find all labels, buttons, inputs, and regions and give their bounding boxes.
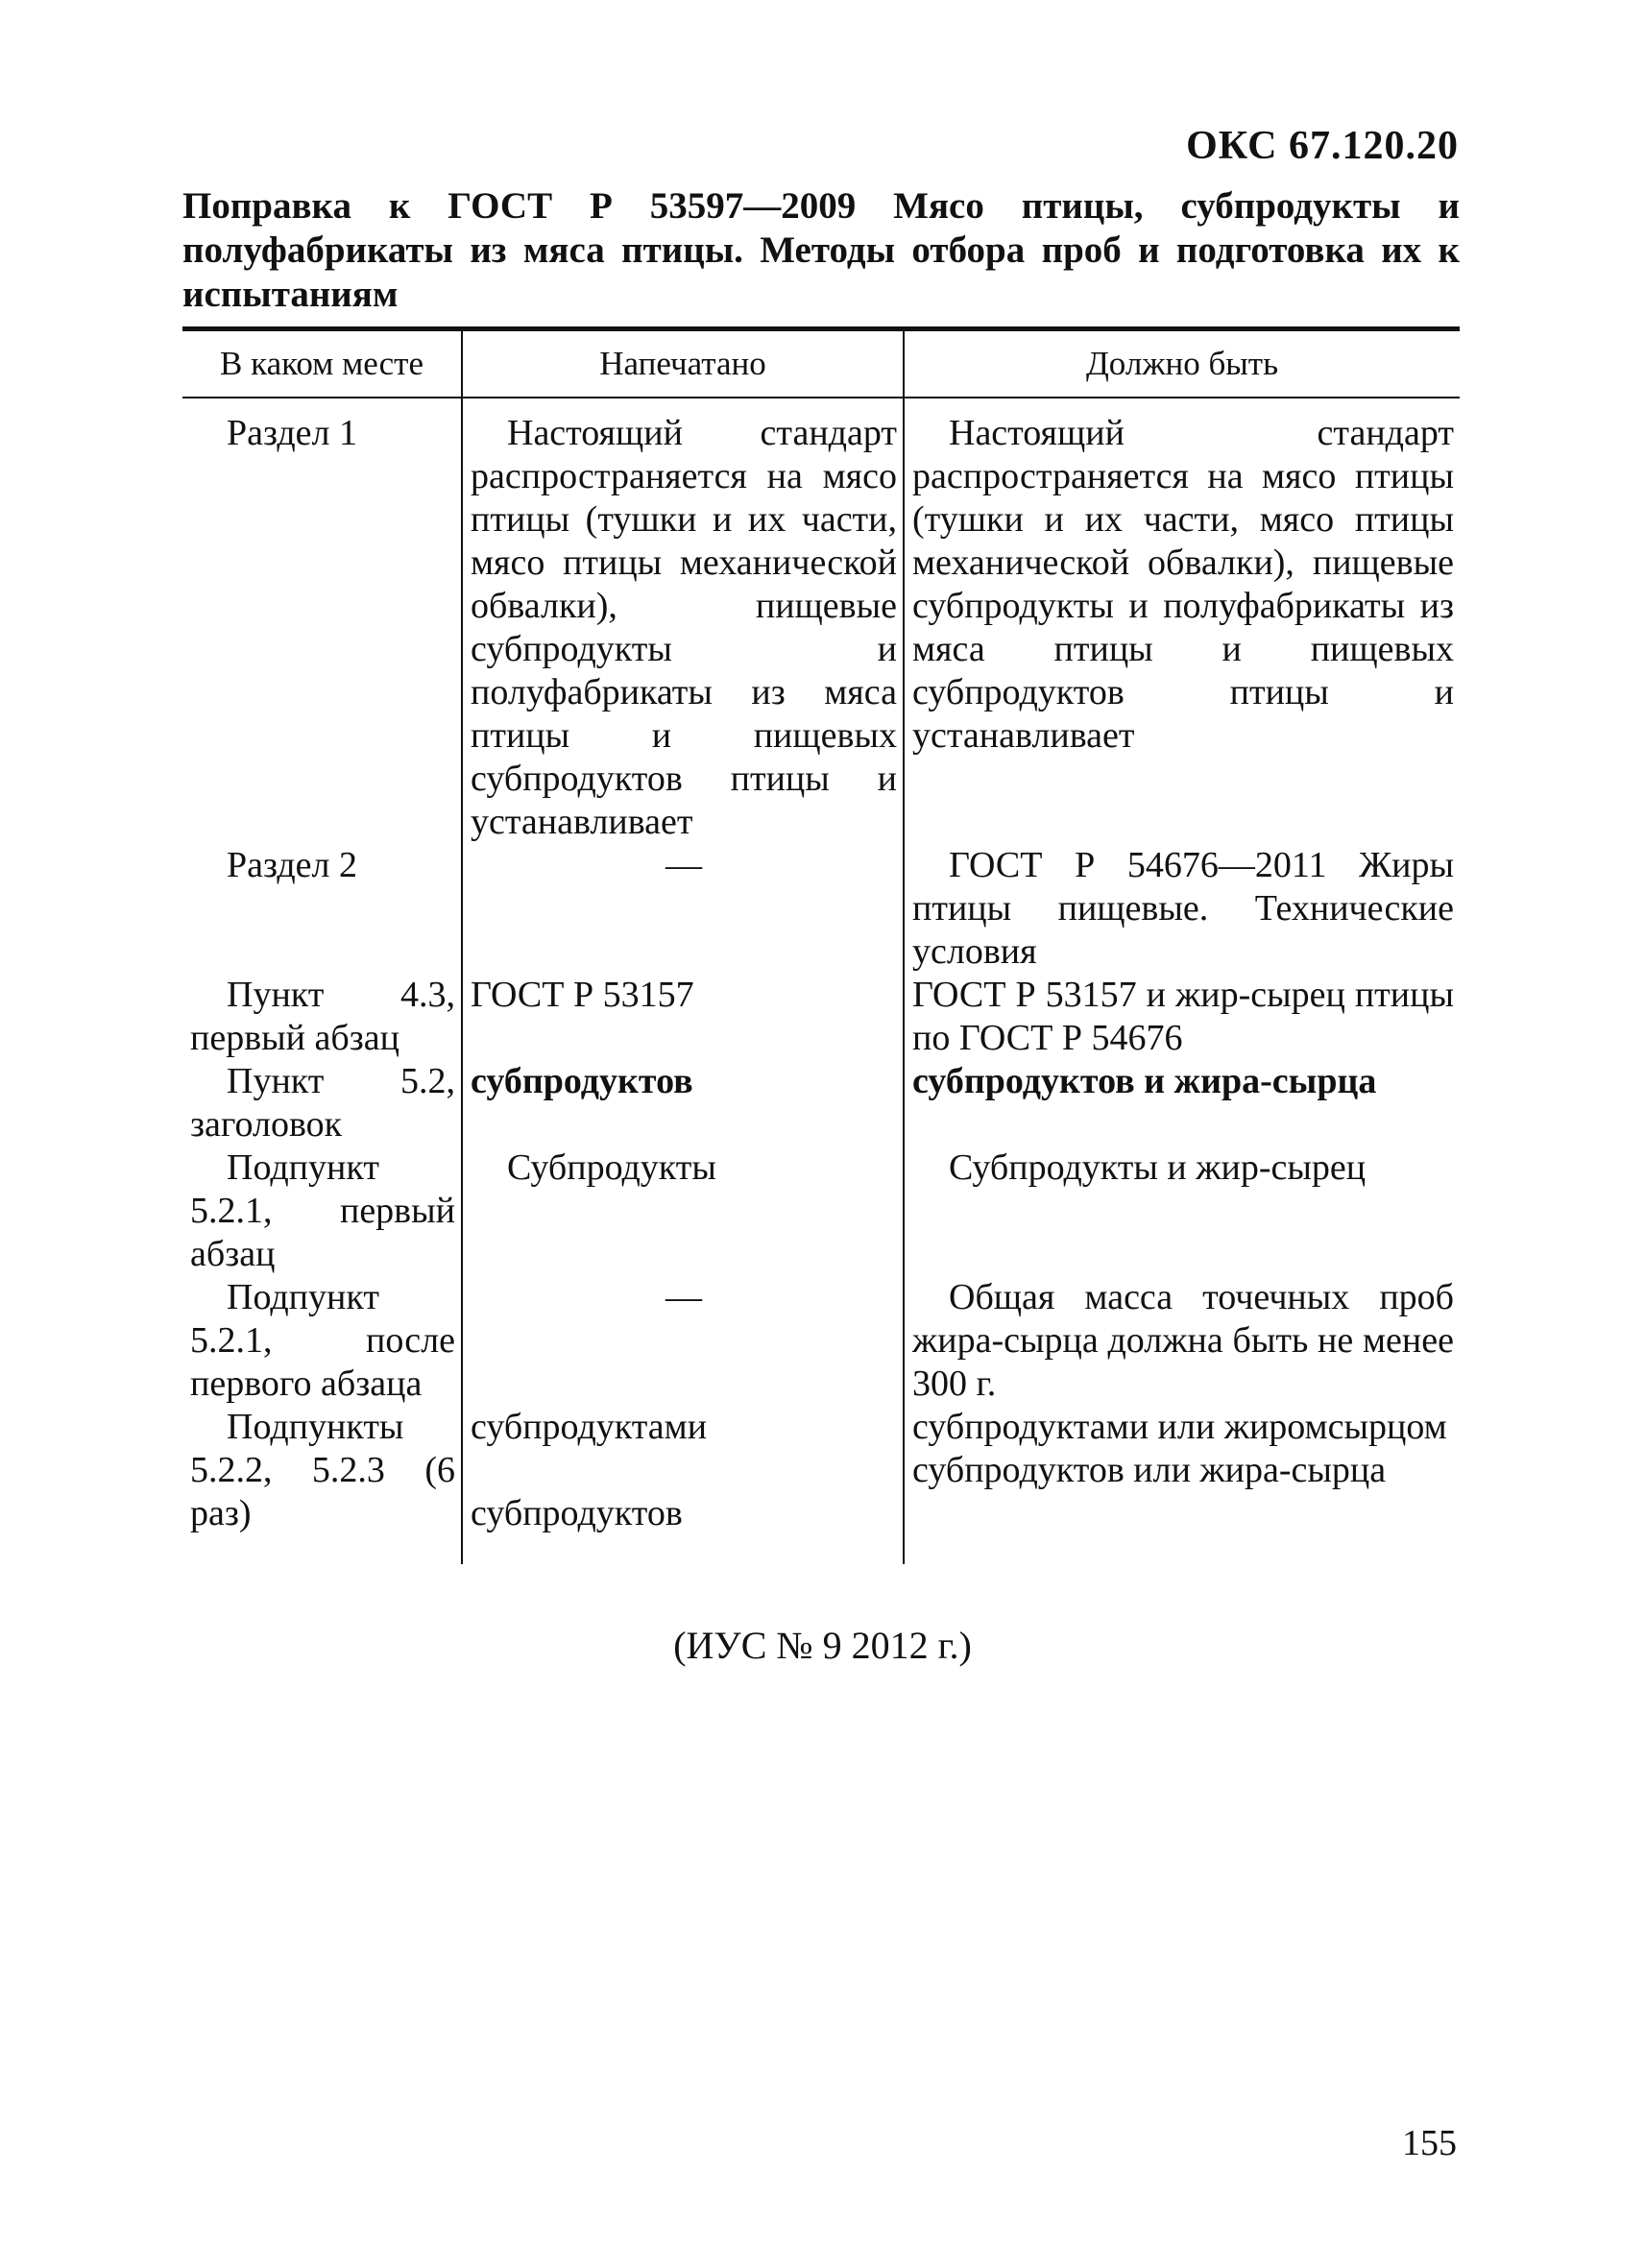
- should-be-text: ГОСТ Р 54676—2011 Жиры птицы пищевые. Технические условия: [912, 845, 1454, 972]
- cell-printed: [462, 974, 904, 1060]
- table-row: [182, 1276, 1460, 1406]
- header-should-be: Должно быть: [904, 329, 1460, 398]
- cell-where: [182, 1060, 462, 1146]
- cell-should-be: [904, 974, 1460, 1060]
- cell-where: [182, 1406, 462, 1564]
- cell-should-be: [904, 844, 1460, 974]
- where-text: Раздел 2: [227, 845, 357, 885]
- cell-printed: [462, 1060, 904, 1146]
- cell-should-be: [904, 1276, 1460, 1406]
- printed-text: субпродуктов: [471, 1493, 683, 1533]
- cell-should-be: [904, 1406, 1460, 1564]
- cell-where: [182, 398, 462, 844]
- cell-should-be: [904, 398, 1460, 844]
- table-row: [182, 974, 1460, 1060]
- document-title: Поправка к ГОСТ Р 53597—2009 Мясо птицы, субпродукты и полуфабрикаты из мяса птицы. Методы отбора проб и подготовка их к испытаниям: [182, 185, 1460, 315]
- should-be-text: Настоящий стандарт распространяется на мясо птицы (тушки и их части, мясо птицы механической обвалки), пищевые субпродукты и полуфабрикаты из мяса птицы и пищевых субпродуктов птицы и устанавливает: [912, 413, 1454, 756]
- where-text: Подпункты 5.2.2, 5.2.3 (6 раз): [190, 1407, 455, 1533]
- where-text: Подпункт 5.2.1, первый абзац: [190, 1147, 455, 1274]
- cell-printed: [462, 398, 904, 844]
- table-row: [182, 1146, 1460, 1276]
- table-row: [182, 398, 1460, 844]
- printed-text: субпродуктов: [471, 1061, 693, 1101]
- printed-text: Настоящий стандарт распространяется на мясо птицы (тушки и их части, мясо птицы механической обвалки), пищевые субпродукты и полуфабрикаты из мяса птицы и пищевых субпродуктов птицы и устанавливает: [471, 413, 897, 842]
- cell-where: [182, 974, 462, 1060]
- page-number: 155: [1402, 2123, 1457, 2163]
- ius-note: (ИУС № 9 2012 г.): [673, 1624, 972, 1667]
- table-row: [182, 844, 1460, 974]
- where-text: Пункт 4.3, первый абзац: [190, 975, 455, 1058]
- where-text: Пункт 5.2, заголовок: [190, 1061, 455, 1145]
- header-printed: Напечатано: [462, 329, 904, 398]
- cell-where: [182, 1146, 462, 1276]
- cell-should-be: [904, 1060, 1460, 1146]
- should-be-text: субпродуктов и жира-сырца: [912, 1061, 1377, 1101]
- should-be-text: Общая масса точечных проб жира-сырца должна быть не менее 300 г.: [912, 1277, 1454, 1404]
- should-be-text: Субпродукты и жир-сырец: [949, 1147, 1367, 1188]
- cell-printed: [462, 1276, 904, 1406]
- oks-code: ОКС 67.120.20: [1186, 124, 1459, 168]
- should-be-text: ГОСТ Р 53157 и жир-сырец птицы по ГОСТ Р 54676: [912, 975, 1454, 1058]
- cell-where: [182, 844, 462, 974]
- where-text: Раздел 1: [227, 413, 357, 453]
- cell-where: [182, 1276, 462, 1406]
- printed-text: —: [665, 845, 702, 885]
- table-header-row: [182, 329, 1460, 398]
- should-be-text: субпродуктов или жира-сырца: [912, 1450, 1387, 1490]
- printed-text: субпродуктами: [471, 1407, 708, 1447]
- cell-printed: [462, 844, 904, 974]
- table-row: [182, 1060, 1460, 1146]
- amendment-table: [182, 326, 1460, 1564]
- cell-printed: [462, 1406, 904, 1564]
- header-where: В каком месте: [182, 329, 462, 398]
- cell-should-be: [904, 1146, 1460, 1276]
- printed-text: ГОСТ Р 53157: [471, 975, 694, 1015]
- cell-printed: [462, 1146, 904, 1276]
- printed-text: Субпродукты: [507, 1147, 716, 1188]
- table-row: [182, 1406, 1460, 1564]
- printed-text: —: [665, 1277, 702, 1317]
- should-be-text: субпродуктами или жиромсырцом: [912, 1407, 1447, 1447]
- where-text: Подпункт 5.2.1, после первого абзаца: [190, 1277, 455, 1404]
